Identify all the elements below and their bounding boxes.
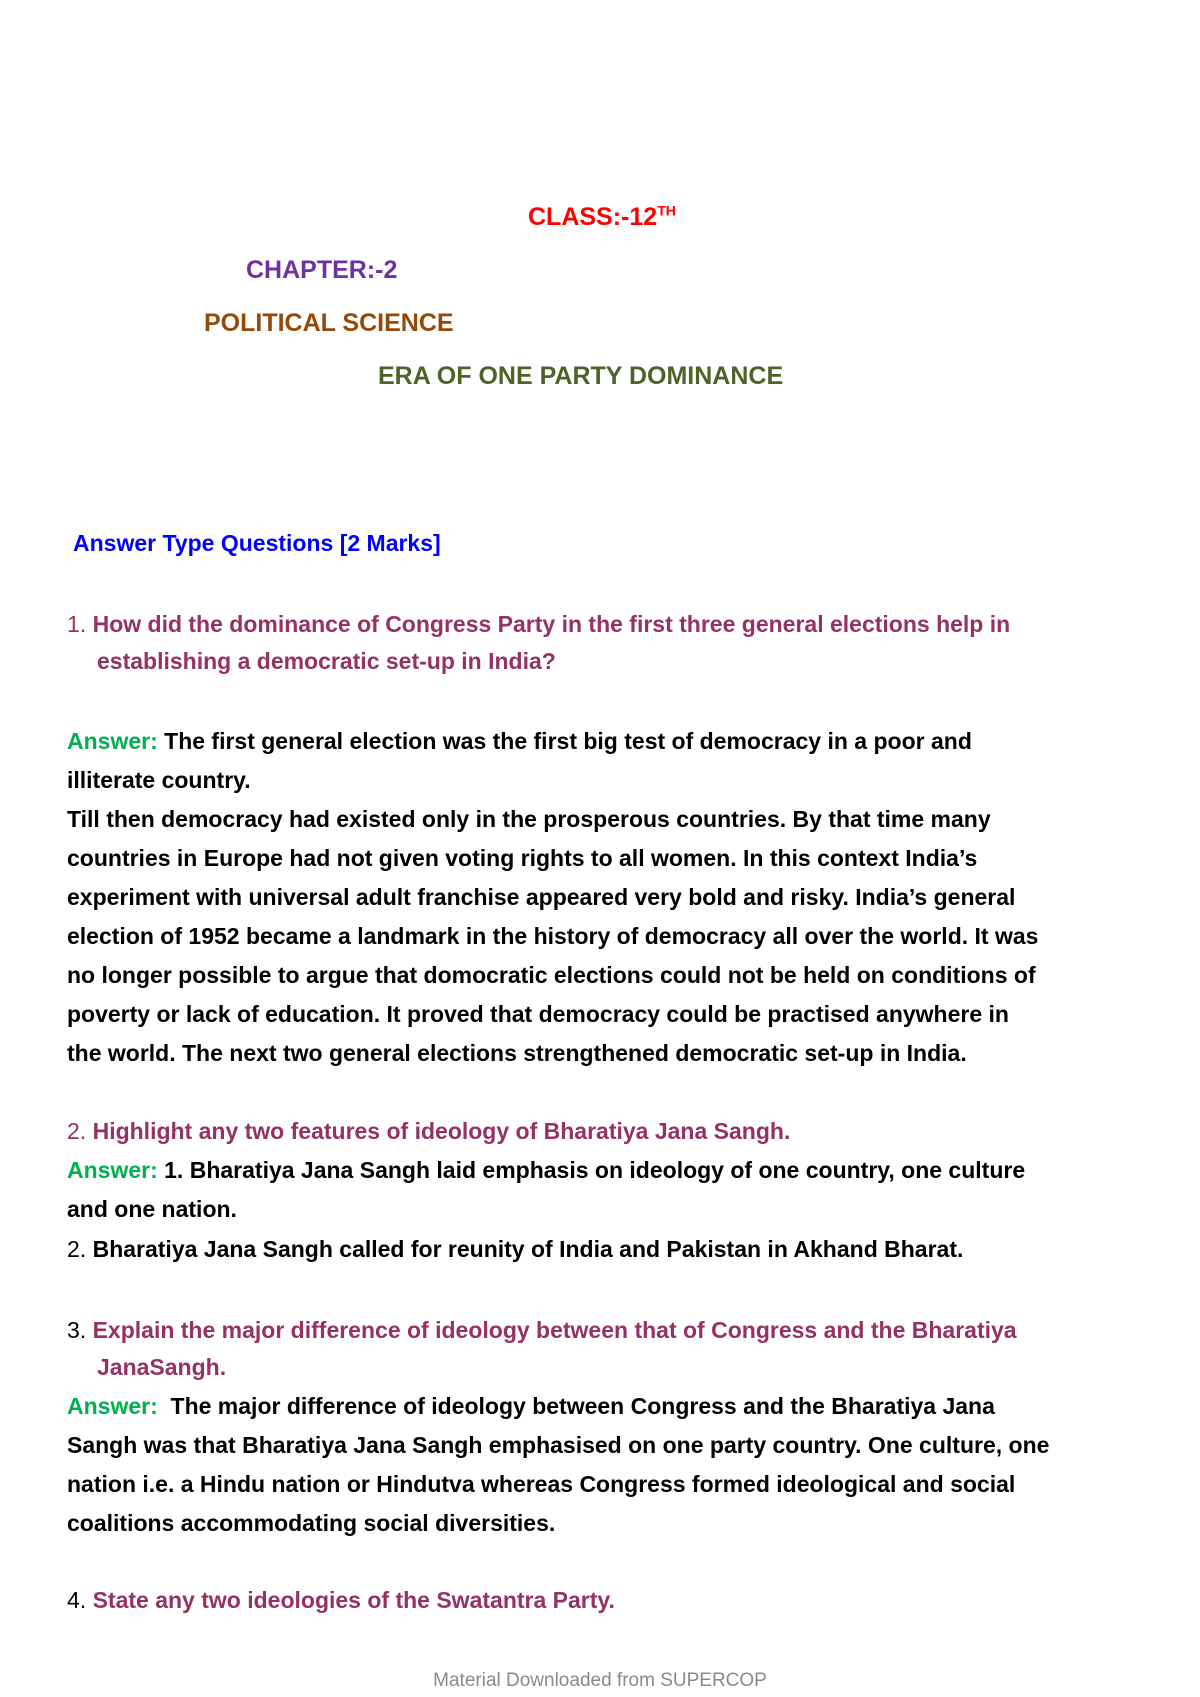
point-number: 2. xyxy=(67,1236,87,1262)
answer-line: and one nation. xyxy=(67,1196,237,1222)
answer-line: no longer possible to argue that domocratic elections could not be held on conditions of xyxy=(67,962,1036,988)
footer-watermark: Material Downloaded from SUPERCOP xyxy=(433,1670,767,1691)
question-3 xyxy=(67,1317,1017,1344)
question-text: Highlight any two features of ideology of Bharatiya Jana Sangh. xyxy=(92,1118,791,1144)
answer-line: nation i.e. a Hindu nation or Hindutva whereas Congress formed ideological and social xyxy=(67,1471,1016,1497)
answer-line: Till then democracy had existed only in the prosperous countries. By that time many xyxy=(67,806,991,832)
answer-3-first-line xyxy=(67,1393,995,1420)
chapter-heading: CHAPTER:-2 xyxy=(246,256,398,284)
answer-line: poverty or lack of education. It proved that democracy could be practised anywhere in xyxy=(67,1001,1009,1027)
question-number: 1. xyxy=(67,611,87,637)
answer-label: Answer: xyxy=(67,1157,158,1183)
answer-line: countries in Europe had not given voting rights to all women. In this context India’s xyxy=(67,845,978,871)
question-number: 2. xyxy=(67,1118,87,1144)
class-label: CLASS:-12 xyxy=(528,203,658,231)
question-text: Explain the major difference of ideology between that of Congress and the Bharatiya xyxy=(92,1317,1017,1343)
question-number: 3. xyxy=(67,1317,87,1343)
answer-line: experiment with universal adult franchise appeared very bold and risky. India’s general xyxy=(67,884,1016,910)
answer-text: 1. Bharatiya Jana Sangh laid emphasis on ideology of one country, one culture xyxy=(164,1157,1026,1183)
answer-point-2 xyxy=(67,1236,963,1263)
answer-2-first-line xyxy=(67,1157,1025,1184)
question-4 xyxy=(67,1587,615,1614)
question-3-continued: JanaSangh. xyxy=(97,1354,227,1380)
class-heading xyxy=(528,203,676,232)
subject-heading: POLITICAL SCIENCE xyxy=(204,309,454,337)
question-1 xyxy=(67,611,1010,638)
chapter-title: ERA OF ONE PARTY DOMINANCE xyxy=(378,362,784,390)
answer-line: coalitions accommodating social diversities. xyxy=(67,1510,556,1536)
question-text: State any two ideologies of the Swatantra Party. xyxy=(92,1587,615,1613)
answer-line: Sangh was that Bharatiya Jana Sangh emphasised on one party country. One culture, one xyxy=(67,1432,1050,1458)
answer-line: election of 1952 became a landmark in the history of democracy all over the world. It was xyxy=(67,923,1039,949)
question-2 xyxy=(67,1118,790,1145)
answer-text: Bharatiya Jana Sangh called for reunity of India and Pakistan in Akhand Bharat. xyxy=(92,1236,964,1262)
answer-line: the world. The next two general elections strengthened democratic set-up in India. xyxy=(67,1040,967,1066)
answer-label: Answer: xyxy=(67,728,158,754)
answer-line: illiterate country. xyxy=(67,767,251,793)
answer-1-first-line xyxy=(67,728,972,755)
question-1-continued: establishing a democratic set-up in India? xyxy=(97,648,556,674)
class-superscript: TH xyxy=(657,202,676,219)
answer-text: The first general election was the first big test of democracy in a poor and xyxy=(164,728,972,754)
section-title: Answer Type Questions [2 Marks] xyxy=(73,530,441,556)
answer-text: The major difference of ideology between Congress and the Bharatiya Jana xyxy=(170,1393,995,1419)
question-number: 4. xyxy=(67,1587,87,1613)
question-text: How did the dominance of Congress Party in the first three general elections help in xyxy=(92,611,1011,637)
answer-label: Answer: xyxy=(67,1393,158,1419)
